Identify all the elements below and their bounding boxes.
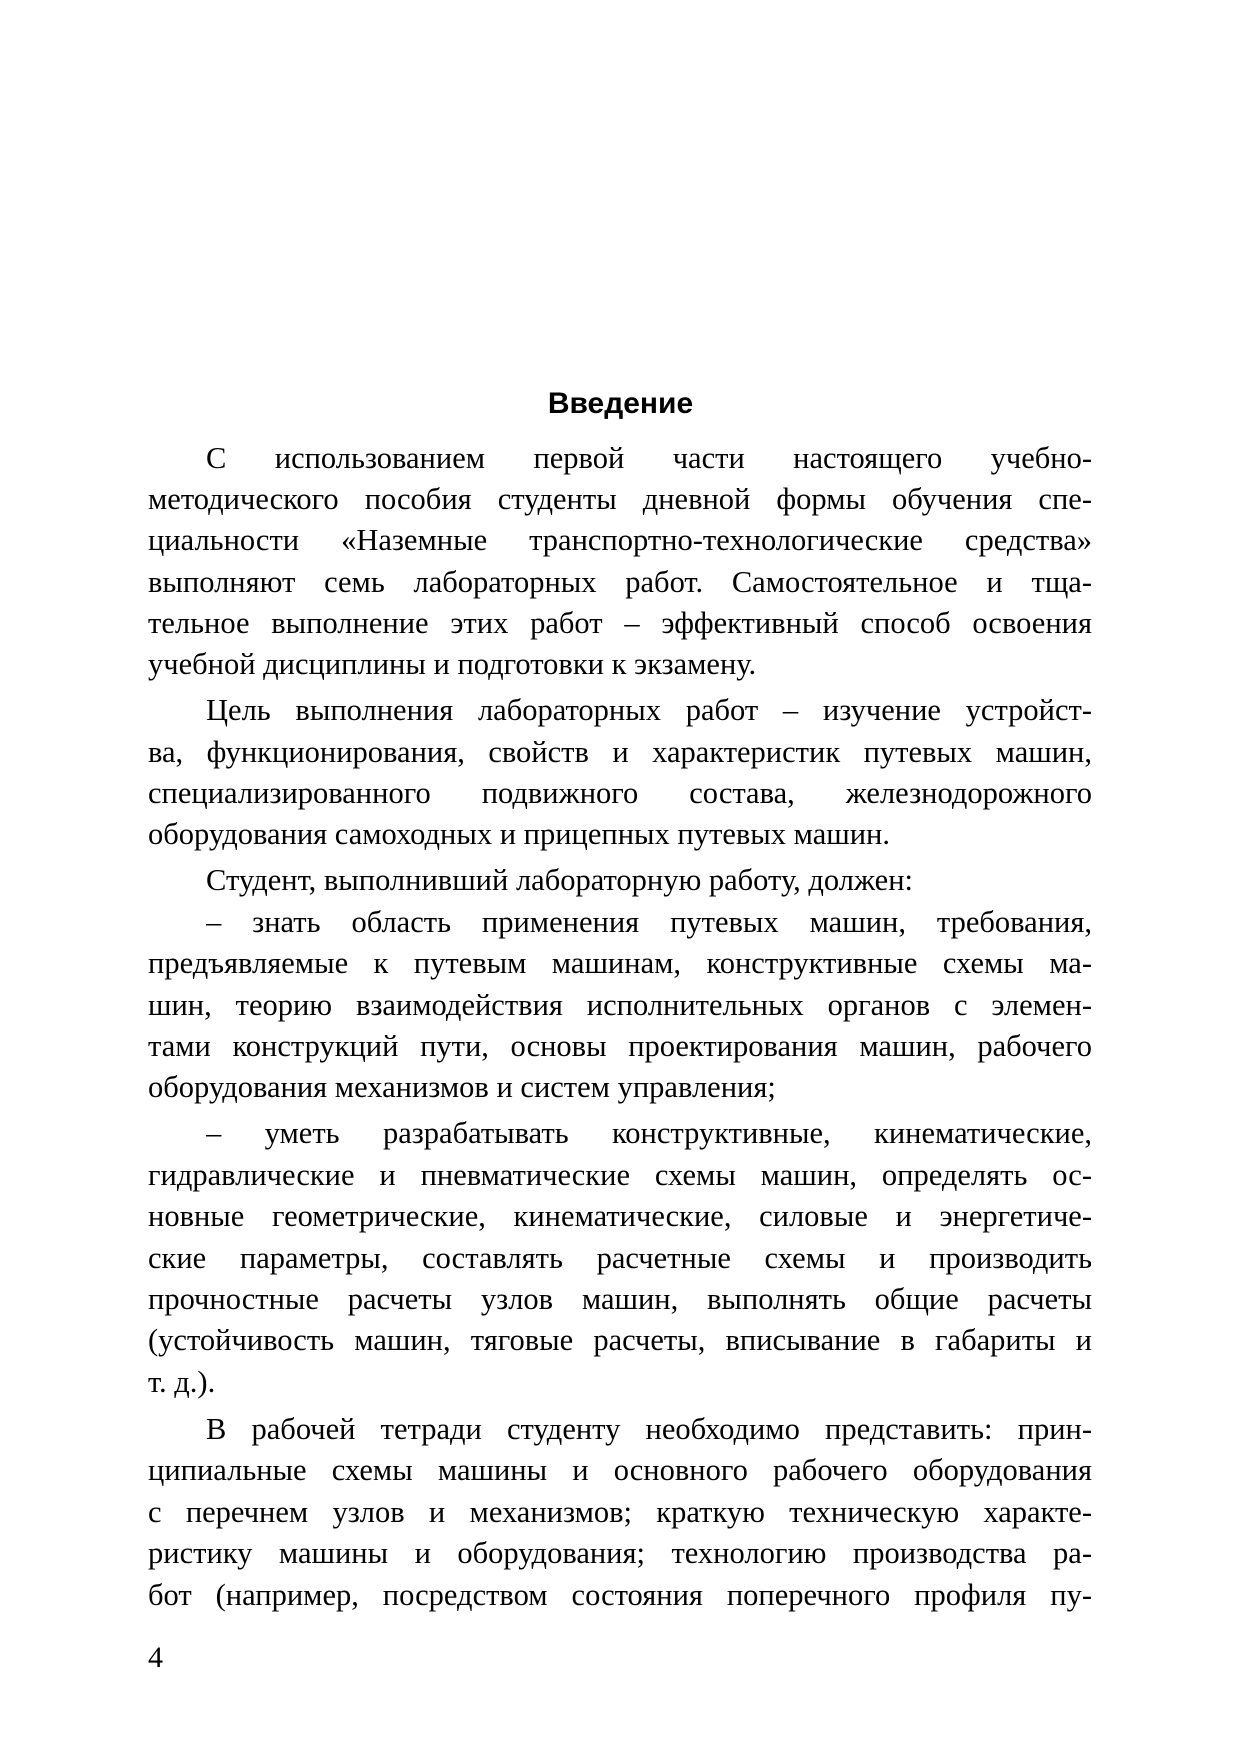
- text-line: предъявляемые к путевым машинам, конструктивные схемы ма-: [148, 946, 1092, 980]
- text-line: оборудования механизмов и систем управления;: [148, 1070, 776, 1104]
- text-line: методического пособия студенты дневной формы обучения спе-: [148, 482, 1092, 516]
- text-line: – уметь разрабатывать конструктивные, кинематические,: [206, 1116, 1092, 1150]
- page-number: 4: [148, 1641, 163, 1674]
- text-line: ские параметры, составлять расчетные схемы и производить: [148, 1241, 1092, 1275]
- text-line: выполняют семь лабораторных работ. Самостоятельное и тща-: [148, 565, 1092, 599]
- text-line: новные геометрические, кинематические, силовые и энергетиче-: [148, 1199, 1092, 1233]
- text-line: т. д.).: [148, 1365, 216, 1399]
- text-line: с перечнем узлов и механизмов; краткую техническую характе-: [148, 1495, 1092, 1529]
- text-line: прочностные расчеты узлов машин, выполнять общие расчеты: [148, 1282, 1092, 1316]
- text-line: специализированного подвижного состава, железнодорожного: [148, 776, 1092, 810]
- text-line: оборудования самоходных и прицепных путевых машин.: [148, 817, 891, 851]
- text-line: С использованием первой части настоящего учебно-: [206, 441, 1092, 475]
- text-line: ва, функционирования, свойств и характеристик путевых машин,: [148, 735, 1092, 769]
- text-line: гидравлические и пневматические схемы машин, определять ос-: [148, 1158, 1092, 1192]
- text-line: шин, теорию взаимодействия исполнительных органов с элемен-: [148, 988, 1092, 1022]
- text-line: тельное выполнение этих работ – эффективный способ освоения: [148, 606, 1092, 640]
- text-line: циальности «Наземные транспортно-технологические средства»: [148, 523, 1092, 557]
- page-title: Введение: [547, 387, 694, 420]
- text-line: учебной дисциплины и подготовки к экзамену.: [148, 647, 757, 681]
- text-line: тами конструкций пути, основы проектирования машин, рабочего: [148, 1029, 1092, 1063]
- text-line: ципиальные схемы машины и основного рабочего оборудования: [148, 1453, 1092, 1487]
- text-line: – знать область применения путевых машин, требования,: [206, 905, 1092, 939]
- text-line: бот (например, посредством состояния поперечного профиля пу-: [148, 1578, 1092, 1612]
- text-line: (устойчивость машин, тяговые расчеты, вписывание в габариты и: [148, 1323, 1092, 1357]
- text-line: Цель выполнения лабораторных работ – изучение устройст-: [206, 693, 1092, 727]
- text-line: Студент, выполнивший лабораторную работу, должен:: [206, 863, 913, 897]
- text-line: ристику машины и оборудования; технологию производства ра-: [148, 1536, 1092, 1570]
- text-line: В рабочей тетради студенту необходимо представить: прин-: [206, 1412, 1092, 1446]
